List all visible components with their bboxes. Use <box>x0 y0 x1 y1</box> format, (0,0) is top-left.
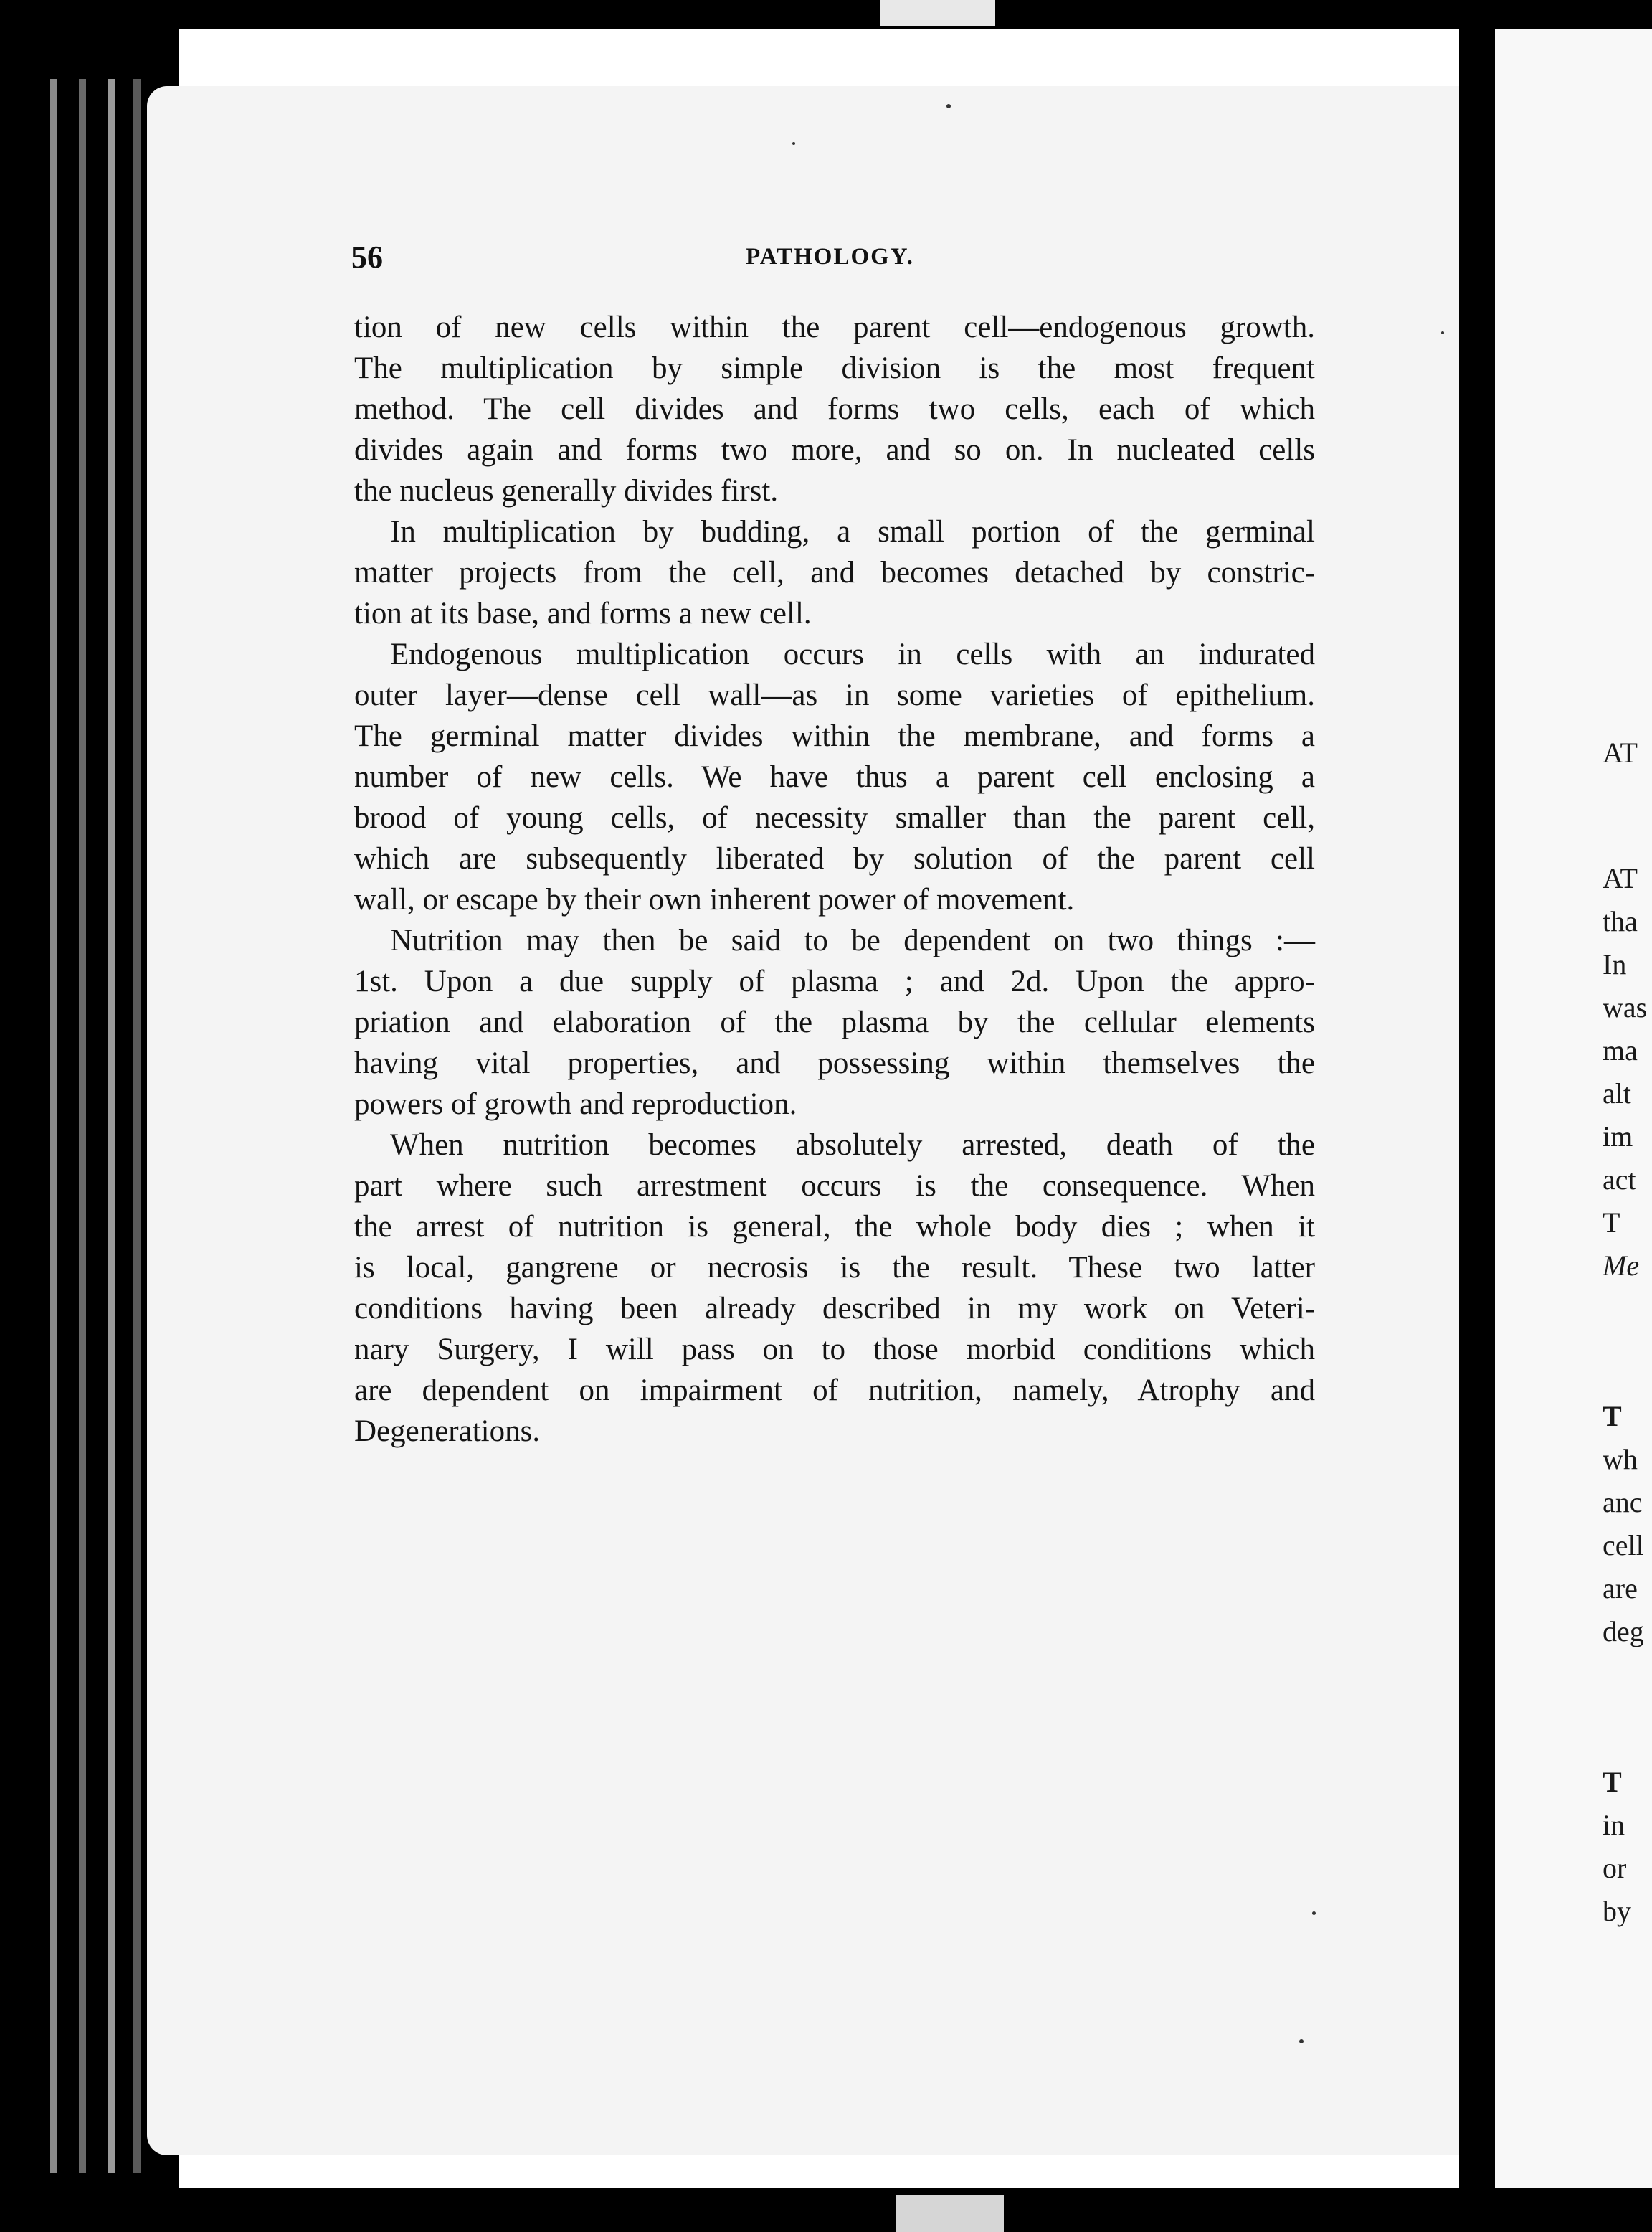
right-page-fragment: ma <box>1603 1034 1638 1067</box>
text-line: brood of young cells, of necessity smaller than the parent cell, <box>354 801 1315 835</box>
right-page-fragment: T <box>1603 1400 1622 1432</box>
right-page-fragment: T <box>1603 1206 1620 1239</box>
right-page-fragment: Me <box>1603 1249 1640 1282</box>
text-line: tion of new cells within the parent cell—endogenous growth. <box>354 311 1315 344</box>
text-line: number of new cells. We have thus a parent cell enclosing a <box>354 760 1315 794</box>
right-page-fragment: was <box>1603 991 1648 1023</box>
scan-speck <box>792 142 795 145</box>
text-line: the arrest of nutrition is general, the whole body dies ; when it <box>354 1210 1315 1244</box>
page-edge-stripe <box>79 79 86 2173</box>
right-page-fragment: act <box>1603 1163 1636 1196</box>
text-line: method. The cell divides and forms two cells, each of which <box>354 392 1315 426</box>
right-page-fragment: alt <box>1603 1077 1631 1110</box>
text-line: divides again and forms two more, and so on. In nucleated cells <box>354 433 1315 467</box>
right-page-fragment: AT <box>1603 862 1638 894</box>
scan-speck <box>1441 331 1444 334</box>
right-page-fragment: AT <box>1603 737 1638 769</box>
right-page-fragment: deg <box>1603 1615 1644 1647</box>
right-page-fragment: are <box>1603 1572 1638 1604</box>
scan-speck <box>1299 2039 1304 2043</box>
right-page-fragment: anc <box>1603 1486 1643 1518</box>
right-page-fragment: wh <box>1603 1443 1638 1475</box>
text-line: When nutrition becomes absolutely arrested, death of the <box>390 1128 1315 1162</box>
right-page-fragment: in <box>1603 1809 1625 1841</box>
text-line: Degenerations. <box>354 1414 541 1448</box>
text-line: priation and elaboration of the plasma by the cellular elements <box>354 1006 1315 1039</box>
scan-top-notch <box>880 0 995 26</box>
right-page-fragment: by <box>1603 1895 1631 1927</box>
page-edge-stripe <box>50 79 57 2173</box>
scan-speck <box>1312 1911 1316 1915</box>
text-line: The multiplication by simple division is the most frequent <box>354 351 1315 385</box>
text-line: is local, gangrene or necrosis is the result. These two latter <box>354 1251 1315 1285</box>
text-line: which are subsequently liberated by solution of the parent cell <box>354 842 1315 876</box>
right-page-fragment: or <box>1603 1852 1627 1884</box>
scan-speck <box>946 104 951 108</box>
text-line: conditions having been already described in my work on Veteri- <box>354 1292 1315 1325</box>
text-line: tion at its base, and forms a new cell. <box>354 597 812 630</box>
text-line: Nutrition may then be said to be dependent on two things :— <box>390 924 1315 957</box>
text-line: 1st. Upon a due supply of plasma ; and 2d. Upon the appro- <box>354 965 1315 998</box>
right-page-fragment: cell <box>1603 1529 1644 1561</box>
text-line: matter projects from the cell, and becomes detached by constric- <box>354 556 1315 590</box>
scan-top-border <box>0 0 1652 29</box>
right-page-fragment: im <box>1603 1120 1633 1153</box>
running-head: PATHOLOGY. <box>746 244 914 270</box>
right-page-fragment: T <box>1603 1766 1622 1798</box>
text-line: In multiplication by budding, a small portion of the germinal <box>390 515 1315 549</box>
text-line: having vital properties, and possessing within themselves the <box>354 1046 1315 1080</box>
right-page-fragment: tha <box>1603 905 1638 937</box>
page-edge-stripe <box>133 79 141 2173</box>
text-line: Endogenous multiplication occurs in cells with an indurated <box>390 638 1315 671</box>
text-line: wall, or escape by their own inherent power of movement. <box>354 883 1075 917</box>
text-line: nary Surgery, I will pass on to those morbid conditions which <box>354 1333 1315 1366</box>
page-number: 56 <box>351 240 383 275</box>
page-edge-stripe <box>108 79 115 2173</box>
text-line: part where such arrestment occurs is the consequence. When <box>354 1169 1315 1203</box>
body-text <box>354 307 1315 1452</box>
book-gutter <box>1459 29 1495 2188</box>
text-line: outer layer—dense cell wall—as in some varieties of epithelium. <box>354 678 1315 712</box>
right-page-fragment: In <box>1603 948 1627 980</box>
scan-bottom-notch <box>896 2195 1004 2232</box>
text-line: are dependent on impairment of nutrition, namely, Atrophy and <box>354 1373 1315 1407</box>
text-line: The germinal matter divides within the membrane, and forms a <box>354 719 1315 753</box>
text-line: powers of growth and reproduction. <box>354 1087 797 1121</box>
scan-bottom-border <box>0 2188 1652 2232</box>
text-line: the nucleus generally divides first. <box>354 474 779 508</box>
